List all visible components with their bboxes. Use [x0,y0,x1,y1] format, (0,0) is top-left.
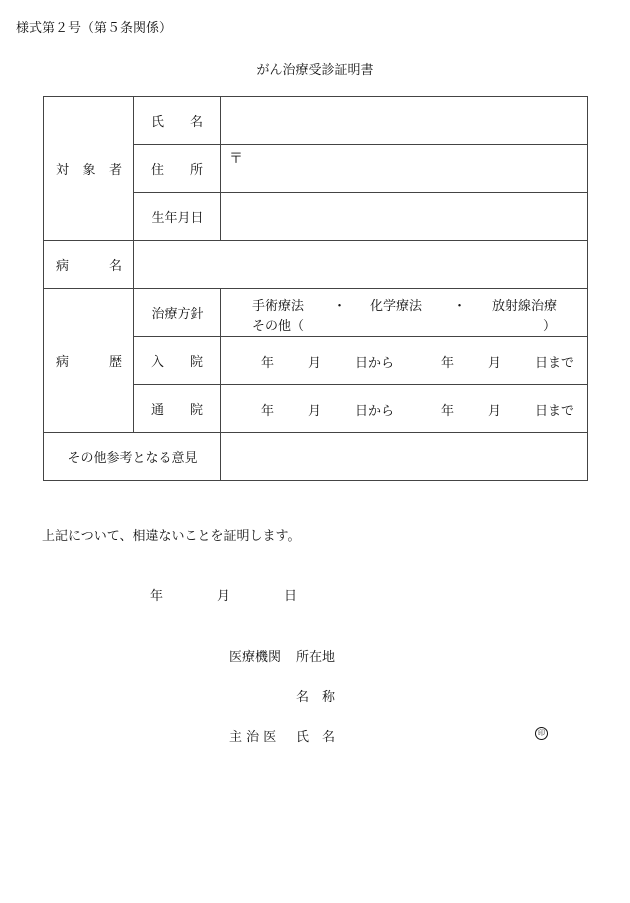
birthdate-field[interactable] [221,193,588,241]
date-day: 日 [284,589,298,604]
date-year: 年 [150,589,164,604]
inpatient-label: 入 院 [134,337,221,385]
policy-option-chemo[interactable]: 化学療法 [370,299,423,314]
doctor-label: 主 治 医 [229,730,277,745]
name-field[interactable] [221,97,588,145]
document-title: がん治療受診証明書 [256,63,374,78]
outpatient-period-field[interactable]: 年 月 日から 年 月 日まで [221,385,588,433]
inpatient-period-field[interactable]: 年 月 日から 年 月 日まで [221,337,588,385]
policy-other-prefix: その他（ [252,319,305,334]
policy-separator: ・ [453,299,467,314]
birthdate-label: 生年月日 [134,193,221,241]
institution-name-label: 名 称 [296,690,336,705]
seal-mark: 印 [535,727,548,740]
form-number: 様式第２号（第５条関係） [16,21,173,36]
outpatient-label: 通 院 [134,385,221,433]
address-label: 住 所 [134,145,221,193]
disease-field[interactable] [134,241,588,289]
date-month: 月 [217,589,231,604]
subject-section-label: 対 象 者 [44,97,134,241]
policy-separator: ・ [333,299,347,314]
opinion-field[interactable] [221,433,588,481]
certificate-table [43,96,588,481]
policy-option-surgery[interactable]: 手術療法 [252,299,305,314]
history-section-label: 病 歴 [44,289,134,433]
policy-field[interactable] [221,289,588,337]
name-label: 氏 名 [134,97,221,145]
doctor-name-label: 氏 名 [296,730,336,745]
institution-label: 医療機関 [229,650,282,665]
policy-option-radiation[interactable]: 放射線治療 [492,299,558,314]
disease-label: 病 名 [44,241,134,289]
opinion-label: その他参考となる意見 [44,433,221,481]
policy-other-suffix: ） [543,319,557,334]
policy-label: 治療方針 [134,289,221,337]
address-field[interactable] [221,145,588,193]
institution-location-label: 所在地 [296,650,336,665]
postal-mark: 〒 [229,151,243,167]
certification-statement: 上記について、相違ないことを証明します。 [42,529,301,544]
